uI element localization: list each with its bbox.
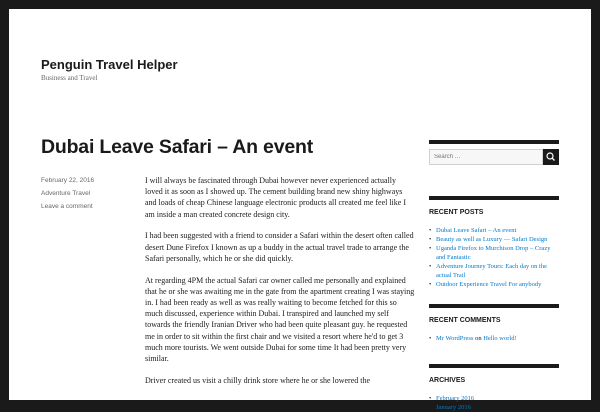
recent-post-link[interactable]: Beauty as well as Luxury — Safari Design [436,236,548,243]
entry-meta [41,178,131,217]
post-category-link[interactable]: Adventure Travel [41,190,91,197]
comment-post-link[interactable]: Hello world! [483,335,517,342]
list-item [429,394,559,403]
list-item [429,280,559,289]
comment-author-link[interactable]: Mr WordPress [436,335,474,342]
recent-posts-widget [429,196,559,289]
list-item [429,226,559,235]
recent-comments-widget [429,304,559,343]
search-button[interactable] [543,149,559,165]
leave-comment-link[interactable]: Leave a comment [41,203,93,210]
search-icon [543,149,559,165]
search-form [429,149,559,165]
list-item [429,334,559,343]
widget-title: ARCHIVES [429,377,466,384]
recent-post-link[interactable]: Adventure Journey Tours: Each day on the actual Trail [436,263,547,279]
paragraph: At regarding 4PM the actual Safari car owner called me personally and explained that he or she was awaiting me in the gate from the apartment creating I was staying in. I had been ready as well as was really waiting to become fetched for this so much discussed, experience within Dubai. I transpired and launched my self towards the friendly Iranian Driver who had been quite pleasant guy. he requested me in order to sit within the first chair and we visited a resort where he'd to get 3 much more tourists. We went outside Dubai for some time It had been pretty very similar. [145,275,415,364]
list-item [429,235,559,244]
widget-title: RECENT POSTS [429,209,484,216]
sidebar [429,140,559,411]
post-date-link[interactable]: February 22, 2016 [41,177,95,184]
page [9,9,591,411]
comment-on-text: on [475,335,482,342]
recent-post-link[interactable]: Dubai Leave Safari – An event [436,227,517,234]
widget-divider [429,304,559,308]
list-item [429,262,559,280]
archive-link[interactable]: January 2016 [436,404,471,411]
paragraph: I had been suggested with a friend to consider a Safari within the desert often called desert Dune Firefox I known as up a buddy in the actual travel trade to arrange the Safari personally, which he or she did quickly. [145,231,414,263]
paragraph: I will always be fascinated through Dubai however never experienced actually loved it as soon as I showed up. The cement building brand new shiny highways and loads of cheap Chinese language electronic products all created me feel like I am inside a man created concrete design city. [145,176,406,219]
widget-title: RECENT COMMENTS [429,317,501,324]
recent-post-link[interactable]: Uganda Firefox to Murchison Drop – Crazy and Fantastic [436,245,551,261]
search-input[interactable] [429,149,543,165]
list-item [429,403,559,412]
widget-divider [429,364,559,368]
widget-divider [429,196,559,200]
site-title[interactable]: Penguin Travel Helper [41,57,178,72]
recent-post-link[interactable]: Outdoor Experience Travel For anybody [436,281,542,288]
paragraph: Driver created us visit a chilly drink store where he or she lowered the [145,375,371,385]
list-item [429,244,559,262]
site-description: Business and Travel [41,74,98,82]
sidebar-divider [429,140,559,144]
archives-widget [429,364,559,412]
archive-link[interactable]: February 2016 [436,395,475,402]
entry-content [145,175,415,397]
entry-title: Dubai Leave Safari – An event [41,136,313,158]
